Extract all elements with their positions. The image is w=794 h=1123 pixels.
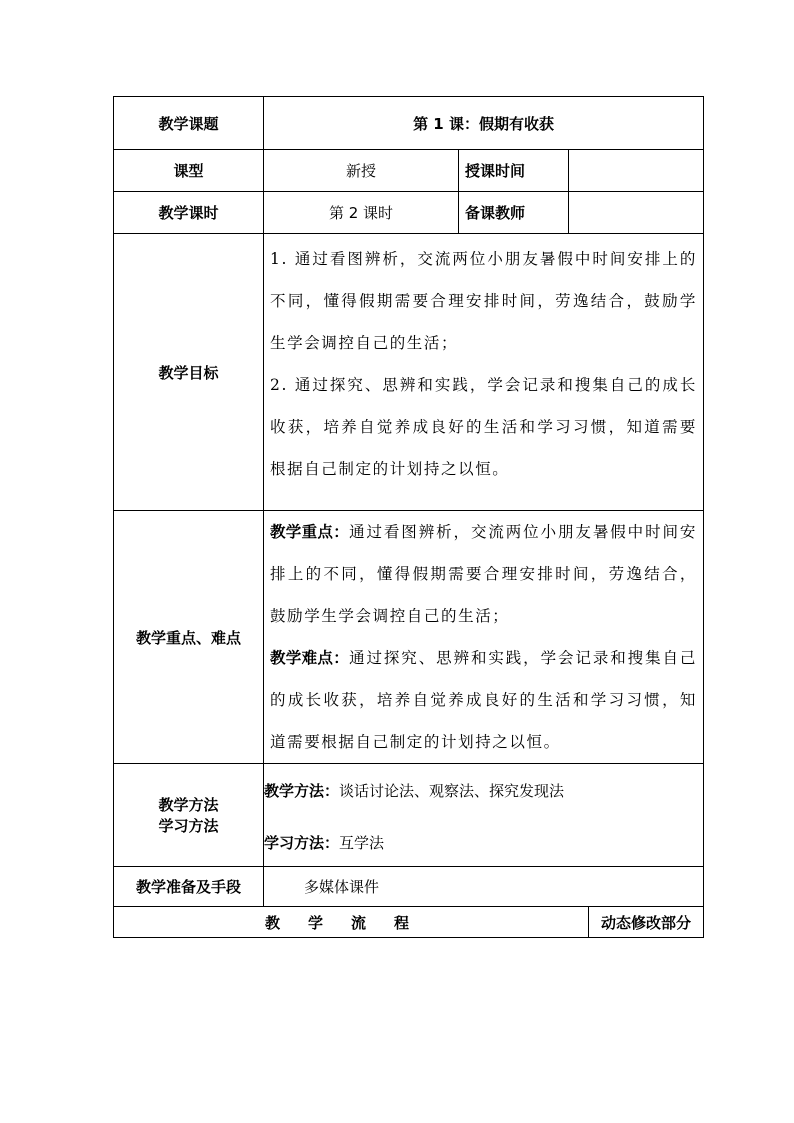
flow-label: 教学流程 [114,907,589,938]
topic-value: 第 1 课：假期有收获 [264,97,704,150]
goals-row [114,234,704,511]
methods-row [114,764,704,867]
prep-value: 多媒体课件 [264,867,704,907]
learn-method-lead: 学习方法： [264,834,340,852]
type-label: 课型 [114,150,264,192]
methods-cell [264,764,704,867]
goal-item-1: 1. 通过看图辨析，交流两位小朋友暑假中时间安排上的不同，懂得假期需要合理安排时间，劳逸结合，鼓励学生学会调控自己的生活； [270,250,698,352]
keypoints-cell [264,511,704,764]
key-point-text: 通过看图辨析，交流两位小朋友暑假中时间安排上的不同，懂得假期需要合理安排时间，劳逸结合，鼓励学生学会调控自己的生活； [270,523,698,625]
prep-row [114,867,704,907]
difficult-point-text: 通过探究、思辨和实践，学会记录和搜集自己的成长收获，培养自觉养成良好的生活和学习习惯，知道需要根据自己制定的计划持之以恒。 [270,649,698,751]
goals-label: 教学目标 [114,234,264,511]
goal-item-2: 2. 通过探究、思辨和实践，学会记录和搜集自己的成长收获，培养自觉养成良好的生活和学习习惯，知道需要根据自己制定的计划持之以恒。 [270,376,698,478]
period-label: 教学课时 [114,192,264,234]
teacher-label: 备课教师 [459,192,569,234]
prep-label: 教学准备及手段 [114,867,264,907]
key-point-lead: 教学重点： [270,523,350,541]
teach-method [264,778,703,804]
difficult-point [264,637,703,763]
lesson-plan-table [113,96,704,938]
time-value [569,150,704,192]
type-value: 新授 [264,150,459,192]
type-row [114,150,704,192]
learn-method-text: 互学法 [339,834,385,852]
methods-label [114,764,264,867]
time-label: 授课时间 [459,150,569,192]
teach-method-lead: 教学方法： [264,782,340,800]
keypoints-label: 教学重点、难点 [114,511,264,764]
teacher-value [569,192,704,234]
methods-label-teach: 教学方法 [158,796,219,814]
key-point [264,511,703,637]
keypoints-row [114,511,704,764]
period-value: 第 2 课时 [264,192,459,234]
dynamic-label: 动态修改部分 [589,907,704,938]
difficult-point-lead: 教学难点： [270,649,350,667]
methods-label-learn: 学习方法 [158,817,219,835]
goals-cell [264,234,704,511]
learn-method [264,830,703,856]
teach-method-text: 谈话讨论法、观察法、探究发现法 [339,782,565,800]
flow-row [114,907,704,938]
period-row [114,192,704,234]
topic-row [114,97,704,150]
topic-label: 教学课题 [114,97,264,150]
